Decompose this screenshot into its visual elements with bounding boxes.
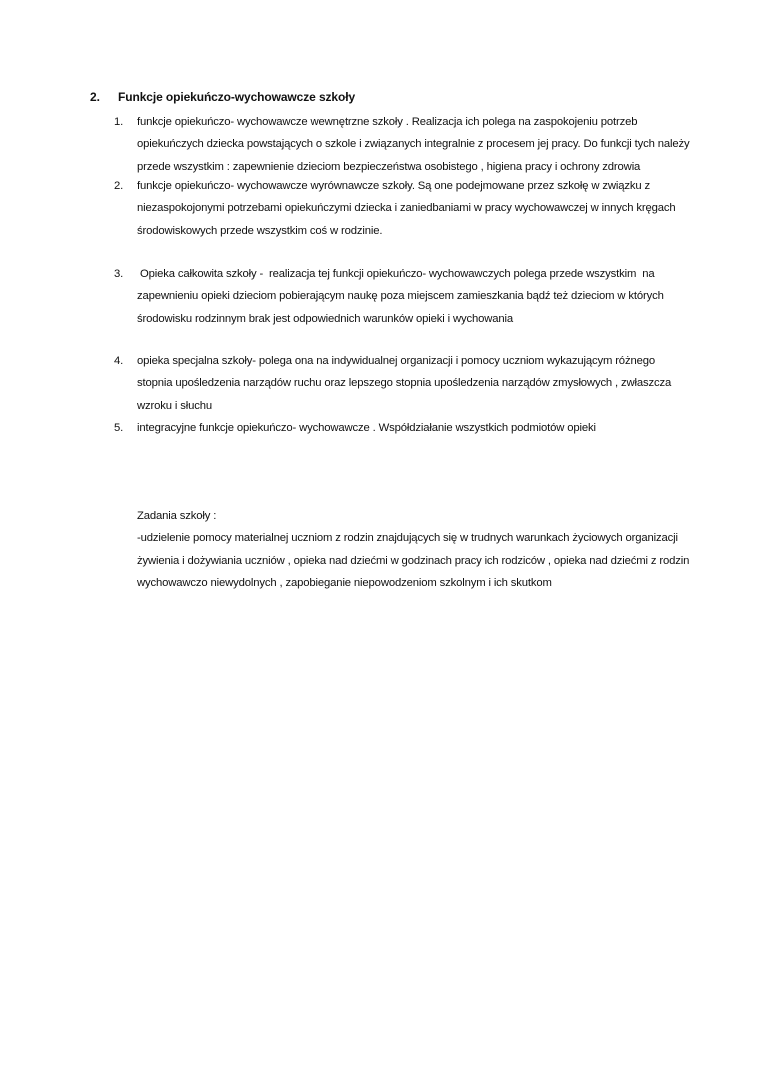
list-item-number: 3. (114, 268, 124, 280)
list-item-number: 4. (114, 355, 124, 367)
text-line: stopnia upośledzenia narządów ruchu oraz lepszego stopnia upośledzenia narządów zmysłowych , zwłaszcza (137, 377, 672, 390)
list-item-number: 2. (114, 180, 124, 192)
list-item-number: 5. (114, 422, 124, 434)
list-item (114, 417, 674, 439)
text-line: żywienia i dożywiania uczniów , opieka nad dziećmi w godzinach pracy ich rodziców , opieka nad dziećmi z rodzin (137, 554, 690, 567)
list-item-text (137, 417, 674, 439)
text-line: integracyjne funkcje opiekuńczo- wychowawcze . Współdziałanie wszystkich podmiotów opieki (137, 422, 596, 434)
text-line: funkcje opiekuńczo- wychowawcze wewnętrzne szkoły . Realizacja ich polega na zaspokojeniu potrzeb (137, 116, 638, 128)
text-line: środowiskowych przede wszystkim coś w rodzinie. (137, 224, 383, 237)
text-line: -udzielenie pomocy materialnej uczniom z rodzin znajdujących się w trudnych warunkach życiowych organizacji (137, 532, 678, 545)
list-item (114, 175, 674, 242)
text-line: opiekuńczych dziecka powstających o szkole i związanych integralnie z procesem jej pracy. Do funkcji tych należy (137, 138, 690, 151)
text-line: wzroku i słuchu (137, 399, 212, 412)
tasks-section (137, 505, 697, 594)
text-line: środowisku rodzinnym brak jest odpowiednich warunków opieki i wychowania (137, 312, 513, 325)
section-heading (90, 90, 355, 104)
list-item (114, 350, 674, 417)
list-item-number: 1. (114, 116, 124, 128)
list-item (114, 111, 690, 178)
list-item-text (137, 350, 674, 417)
section-title: Funkcje opiekuńczo-wychowawcze szkoły (118, 90, 356, 104)
text-line: zapewnieniu opieki dzieciom pobierającym naukę poza miejscem zamieszkania bądź też dzieciom w których (137, 290, 664, 303)
text-line: wychowawczo niewydolnych , zapobieganie niepowodzeniom szkolnym i ich skutkom (137, 576, 552, 589)
list-item-text (137, 263, 674, 330)
list-item-text (137, 111, 690, 178)
tasks-title: Zadania szkoły : (137, 510, 217, 522)
text-line: przede wszystkim : zapewnienie dzieciom bezpieczeństwa osobistego , higiena pracy i ochrony zdrowia (137, 160, 641, 173)
text-line: niezaspokojonymi potrzebami opiekuńczymi dziecka i zaniedbaniami w pracy wychowawczej w innych kręgach (137, 202, 676, 215)
text-line: Opieka całkowita szkoły - realizacja tej funkcji opiekuńczo- wychowawczych polega przede wszystkim na (137, 268, 655, 280)
section-number: 2. (90, 90, 100, 104)
text-line: funkcje opiekuńczo- wychowawcze wyrównawcze szkoły. Są one podejmowane przez szkołę w związku z (137, 180, 650, 192)
list-item-text (137, 175, 674, 242)
text-line: opieka specjalna szkoły- polega ona na indywidualnej organizacji i pomocy uczniom wykazującym różnego (137, 355, 655, 367)
list-item (114, 263, 674, 330)
